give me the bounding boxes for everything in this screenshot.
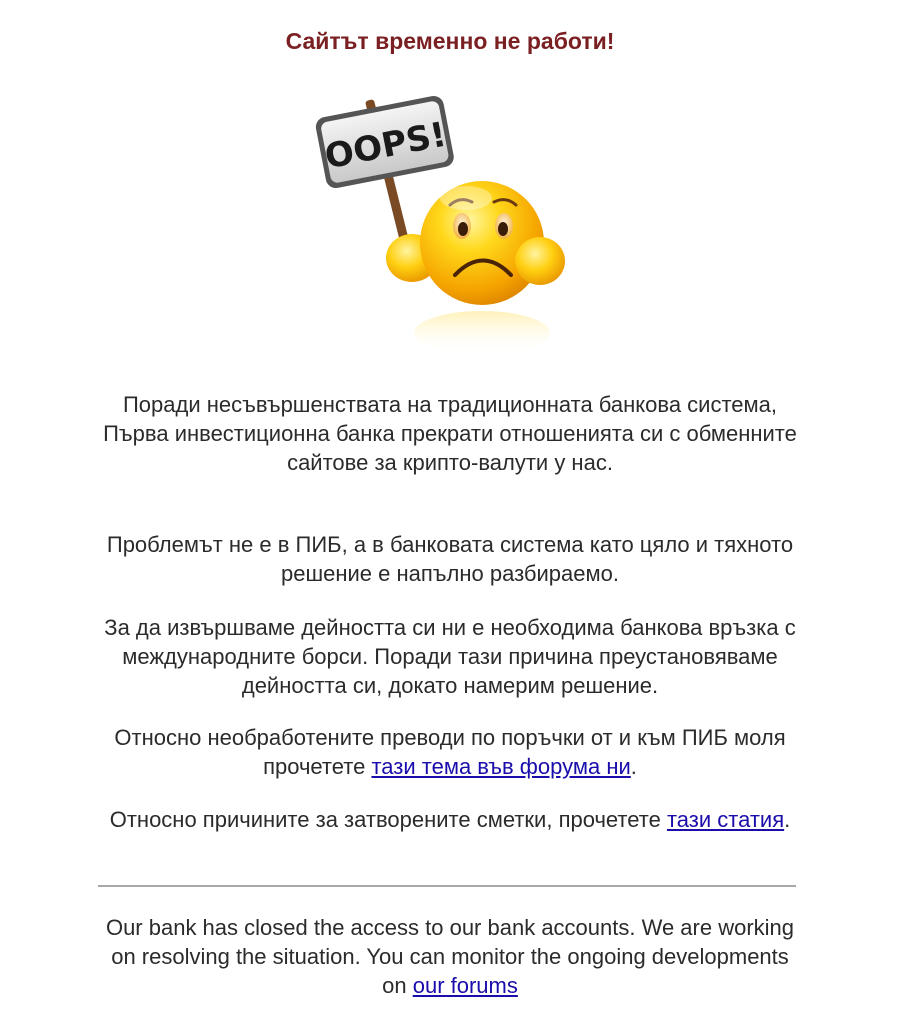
paragraph-suspension [96,613,804,700]
paragraph-bank-closure [96,390,804,477]
paragraph-punctuation: . [784,807,791,832]
paragraph-unprocessed-transfers [96,723,804,781]
article-link[interactable]: тази статия [666,807,785,832]
paragraph-closed-accounts [96,805,804,834]
sign-text: OOPS! [321,114,450,178]
paragraph-text: Относно необработените преводи по поръчки от и към ПИБ моля прочетете [114,725,786,779]
forums-link[interactable]: our forums [412,973,518,998]
paragraph-text: Поради несъвършенствата на традиционната банкова система, Първа инвестиционна банка прекрати отношенията си с обменните сайтове за крипто-валути у нас. [103,392,797,475]
paragraph-not-pib-problem [96,530,804,588]
page-title: Сайтът временно не работи! [285,28,615,54]
oops-illustration [300,78,600,368]
paragraph-text: Относно причините за затворените сметки, прочетете [109,807,667,832]
paragraph-text: Our bank has closed the access to our bank accounts. We are working on resolving the situation. You can monitor the ongoing developments on [105,915,795,998]
forum-topic-link[interactable]: тази тема във форума ни [371,754,631,779]
paragraph-text: За да извършваме дейността си ни е необходима банкова връзка с международните борси. Поради тази причина преустановяваме дейността си, докато намерим решение. [104,615,796,698]
paragraph-english-notice [96,913,804,1000]
paragraph-text: Проблемът не е в ПИБ, а в банковата система като цяло и тяхното решение е напълно разбираемо. [106,532,794,586]
oops-sad-emoji-icon [300,78,600,368]
divider [98,885,796,887]
paragraph-punctuation: . [630,754,637,779]
